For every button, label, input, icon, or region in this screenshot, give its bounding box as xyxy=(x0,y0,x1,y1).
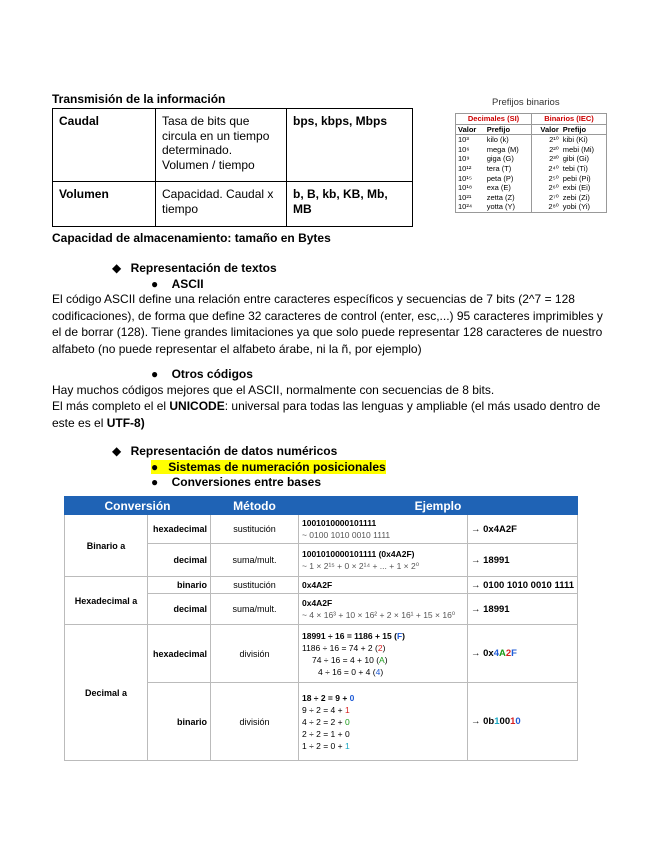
utf8-bold: UTF-8) xyxy=(106,415,145,430)
table-row xyxy=(65,515,578,544)
result-digit: 1 xyxy=(494,716,500,727)
col-prefijo: Prefijo xyxy=(561,124,607,135)
to-cell: decimal xyxy=(148,544,211,577)
result-cell: → 18991 xyxy=(467,594,577,625)
transmission-table xyxy=(52,108,413,227)
bin-header: Binarios (IEC) xyxy=(532,114,607,125)
prefix-row xyxy=(456,174,607,184)
prefix-cell: tera (T) xyxy=(486,163,512,173)
bullet-otros xyxy=(151,367,253,381)
result-digit: 1 xyxy=(510,716,516,727)
prefix-row xyxy=(456,145,607,155)
result-cell: → 18991 xyxy=(467,544,577,577)
result-digit: 0 xyxy=(499,716,505,727)
to-cell: binario xyxy=(148,683,211,761)
digit: 1 xyxy=(344,740,350,751)
prefix-cell: zetta (Z) xyxy=(486,192,515,202)
line-text: 2 ÷ 2 = 1 + xyxy=(301,728,345,739)
units-cell: b, B, kb, KB, Mb, MB xyxy=(287,182,413,227)
table-subheader xyxy=(456,124,607,135)
bullet-textos xyxy=(112,261,277,275)
method-cell: división xyxy=(210,683,298,761)
to-cell: hexadecimal xyxy=(148,515,211,544)
table-row xyxy=(53,109,413,182)
col-prefijo: Prefijo xyxy=(485,124,532,135)
digit: 2 xyxy=(377,642,383,653)
bullet-sistemas xyxy=(151,460,386,474)
conversion-table xyxy=(64,496,578,761)
line-text: ) xyxy=(402,630,405,641)
result-digit: 2 xyxy=(505,648,512,659)
prefix-cell: peta (P) xyxy=(486,173,514,183)
prefixes-caption: Prefijos binarios xyxy=(492,97,560,108)
example-line: 0x4A2F xyxy=(301,598,333,608)
prefix-cell: 2¹⁰ xyxy=(532,135,561,145)
method-cell: suma/mult. xyxy=(210,594,298,625)
group-binario: Binario a xyxy=(65,515,148,577)
digit: 1 xyxy=(344,704,350,715)
example-cell: 0x4A2F xyxy=(298,577,467,594)
prefix-cell: 10⁶ xyxy=(458,144,470,154)
example-cell xyxy=(298,625,467,683)
result-digit: 4 xyxy=(493,648,499,659)
result-cell xyxy=(467,683,577,761)
group-dec: Decimal a xyxy=(65,625,148,761)
to-cell: decimal xyxy=(148,594,211,625)
header-ejemplo: Ejemplo xyxy=(298,497,577,515)
result-prefix: → 0b xyxy=(470,716,495,727)
line-text: ) xyxy=(380,666,384,677)
example-line: ~ 4 × 16³ + 10 × 16² + 2 × 16¹ + 15 × 16⁰ xyxy=(301,610,456,620)
bullet-label: ASCII xyxy=(171,277,204,291)
header-conversion: Conversión xyxy=(65,497,211,515)
section-title: Transmisión de la información xyxy=(52,92,226,106)
bullet-conversiones xyxy=(151,475,321,489)
example-line: ~ 0100 1010 0010 1111 xyxy=(301,530,391,540)
prefix-cell: tebi (Ti) xyxy=(562,163,588,173)
otros-paragraph-2 xyxy=(52,398,612,431)
prefix-cell: kibi (Ki) xyxy=(562,135,588,145)
example-line xyxy=(302,692,464,704)
method-cell: suma/mult. xyxy=(210,544,298,577)
line-text: 4 ÷ 2 = 2 + xyxy=(301,716,345,727)
prefix-cell: 10²⁴ xyxy=(458,202,473,212)
line-text: ) xyxy=(382,642,386,653)
bullet-ascii xyxy=(151,277,204,291)
example-cell xyxy=(298,515,467,544)
result-cell: → 0x4A2F xyxy=(467,515,577,544)
digit: 4 xyxy=(375,666,381,677)
col-valor: Valor xyxy=(456,124,485,135)
bullet-label: Sistemas de numeración posicionales xyxy=(158,460,385,474)
prefix-cell: 10¹⁵ xyxy=(458,173,472,183)
line-text: 18991 ÷ 16 = 1186 + 15 ( xyxy=(301,630,397,641)
prefix-cell: exa (E) xyxy=(486,183,511,193)
prefix-cell: 10¹⁸ xyxy=(458,183,473,193)
result-digit: 0 xyxy=(504,716,511,727)
to-cell: binario xyxy=(148,577,211,594)
table-row xyxy=(65,577,578,594)
method-cell: división xyxy=(210,625,298,683)
prefix-cell: 2³⁰ xyxy=(532,154,561,164)
prefix-cell: yobi (Yi) xyxy=(562,202,590,212)
prefix-row xyxy=(456,183,607,193)
prefix-cell: 2⁶⁰ xyxy=(532,183,561,193)
unicode-bold: UNICODE xyxy=(169,399,225,413)
prefix-cell: 2⁸⁰ xyxy=(532,202,561,212)
prefix-row xyxy=(456,135,607,145)
example-line xyxy=(302,728,464,740)
dot-icon: ● xyxy=(151,475,159,489)
digit: 0 xyxy=(344,716,350,727)
line-text: 9 ÷ 2 = 4 + xyxy=(301,704,345,715)
diamond-icon: ◆ xyxy=(112,261,122,275)
example-line xyxy=(302,642,464,654)
units-cell: bps, kbps, Mbps xyxy=(287,109,413,182)
example-line xyxy=(302,740,464,752)
dec-header: Decimales (SI) xyxy=(456,114,532,125)
prefix-cell: 2⁴⁰ xyxy=(532,164,561,174)
example-line xyxy=(302,704,464,716)
prefix-cell: 2²⁰ xyxy=(532,145,561,155)
col-valor: Valor xyxy=(532,124,561,135)
method-cell: sustitución xyxy=(210,577,298,594)
digit: 0 xyxy=(344,728,350,739)
to-cell: hexadecimal xyxy=(148,625,211,683)
text-span: : universal para todas las lenguas y ampliable (el más usado dentro de este es el xyxy=(52,399,601,430)
example-line: ~ 1 × 2¹⁵ + 0 × 2¹⁴ + ... + 1 × 2⁰ xyxy=(301,561,420,571)
desc-cell: Tasa de bits que circula en un tiempo determinado. Volumen / tiempo xyxy=(156,109,287,182)
example-line xyxy=(302,716,464,728)
dot-icon: ● xyxy=(151,367,159,381)
line-text: 18 ÷ 2 = 9 + xyxy=(301,692,350,703)
result-cell: → 0100 1010 0010 1111 xyxy=(467,577,577,594)
diamond-icon: ◆ xyxy=(112,444,122,458)
ascii-paragraph: El código ASCII define una relación entre caracteres específicos y secuencias de 7 bits (2^7 = 128 codificaciones), de forma que define 32 caracteres de control (enter, esc,...) 95 caracteres imprimibles y el de borrar (128). Tiene grandes limitaciones ya que solo puede representar 128 caracteres de nuestro alfabeto (no puede representar el alfabeto árabe, ni la ñ, por ejemplo) xyxy=(52,292,603,356)
table-row xyxy=(53,182,413,227)
line-text: 4 ÷ 16 = 0 + 4 ( xyxy=(317,666,376,677)
line-text: ) xyxy=(384,654,388,665)
digit: 0 xyxy=(349,692,355,703)
prefix-cell: 2⁷⁰ xyxy=(532,193,561,203)
otros-paragraph-1: Hay muchos códigos mejores que el ASCII, normalmente con secuencias de 8 bits. xyxy=(52,383,495,397)
bullet-label: Representación de datos numéricos xyxy=(130,444,338,458)
example-line xyxy=(302,654,464,666)
prefix-cell: giga (G) xyxy=(486,154,514,164)
prefix-cell: 10⁹ xyxy=(458,154,470,164)
bullet-label: Representación de textos xyxy=(130,261,277,275)
dot-icon: ● xyxy=(151,460,159,474)
prefix-cell: 10³ xyxy=(458,135,469,145)
prefix-row xyxy=(456,154,607,164)
prefix-row xyxy=(456,193,607,203)
prefix-cell: pebi (Pi) xyxy=(562,173,591,183)
line-text: 1186 ÷ 16 = 74 + 2 ( xyxy=(301,642,378,653)
result-cell xyxy=(467,625,577,683)
bullet-numericos xyxy=(112,444,337,458)
prefix-cell: zebi (Zi) xyxy=(562,192,590,202)
example-line: 1001010000101111 (0x4A2F) xyxy=(301,549,415,559)
digit: F xyxy=(396,630,403,641)
example-line xyxy=(302,630,464,642)
result-digit: A xyxy=(499,648,506,659)
prefix-cell: gibi (Gi) xyxy=(562,154,590,164)
line-text: 1 ÷ 2 = 0 + xyxy=(301,740,345,751)
example-cell xyxy=(298,594,467,625)
term-cell: Caudal xyxy=(53,109,156,182)
prefix-cell: exbi (Ei) xyxy=(562,183,591,193)
table-row xyxy=(65,625,578,683)
result-prefix: → 0x xyxy=(470,648,494,659)
line-text: 74 ÷ 16 = 4 + 10 ( xyxy=(311,654,380,665)
term-cell: Volumen xyxy=(53,182,156,227)
bullet-label: Conversiones entre bases xyxy=(171,475,321,489)
prefix-cell: 10²¹ xyxy=(458,192,472,202)
text-span: El más completo el el xyxy=(52,399,170,413)
prefixes-body xyxy=(456,135,607,213)
example-line xyxy=(302,666,464,678)
prefix-cell: kilo (k) xyxy=(486,135,509,145)
example-cell xyxy=(298,544,467,577)
dot-icon: ● xyxy=(151,277,159,291)
prefix-cell: 2⁵⁰ xyxy=(532,174,561,184)
group-hex: Hexadecimal a xyxy=(65,577,148,625)
method-cell: sustitución xyxy=(210,515,298,544)
prefix-cell: mebi (Mi) xyxy=(562,144,594,154)
example-cell xyxy=(298,683,467,761)
header-metodo: Método xyxy=(210,497,298,515)
result-digit: F xyxy=(511,648,517,659)
table-header xyxy=(456,114,607,125)
table-header xyxy=(65,497,578,515)
prefix-row xyxy=(456,164,607,174)
result-digit: 0 xyxy=(515,716,521,727)
prefix-cell: 10¹² xyxy=(458,163,472,173)
prefix-row xyxy=(456,202,607,212)
digit: A xyxy=(379,654,385,665)
capacity-heading: Capacidad de almacenamiento: tamaño en Bytes xyxy=(52,231,331,245)
prefix-cell: yotta (Y) xyxy=(486,202,516,212)
example-line: 1001010000101111 xyxy=(301,518,377,528)
bullet-label: Otros códigos xyxy=(171,367,253,381)
prefix-cell: mega (M) xyxy=(486,144,519,154)
desc-cell: Capacidad. Caudal x tiempo xyxy=(156,182,287,227)
prefixes-table xyxy=(455,113,607,213)
